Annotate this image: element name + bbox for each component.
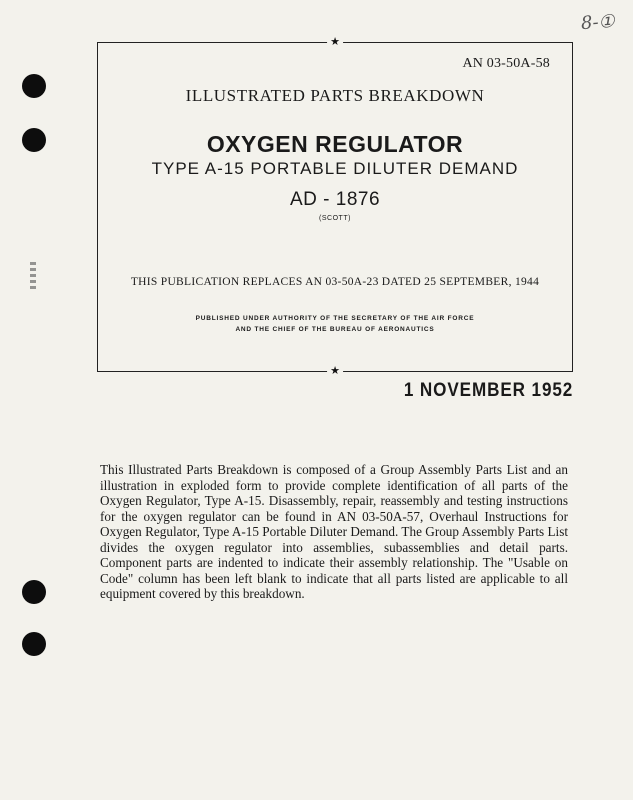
replaces-notice: THIS PUBLICATION REPLACES AN 03-50A-23 DATED 25 SEPTEMBER, 1944 <box>130 276 540 288</box>
binder-hole-bottom <box>22 632 46 656</box>
publication-date: 1 NOVEMBER 1952 <box>403 380 573 401</box>
authority-line-2: AND THE CHIEF OF THE BUREAU OF AERONAUTICS <box>235 326 435 333</box>
authority-line-1: PUBLISHED UNDER AUTHORITY OF THE SECRETARY OF THE AIR FORCE <box>195 315 475 322</box>
star-icon-bottom: ★ <box>327 366 343 377</box>
page-title: OXYGEN REGULATOR <box>206 131 464 157</box>
publication-number: AN 03-50A-58 <box>462 56 550 71</box>
authority-statement <box>98 313 572 335</box>
title-frame <box>97 36 573 377</box>
binder-hole-lower <box>22 580 46 604</box>
model-number: AD - 1876 <box>289 189 381 210</box>
binder-hole-top <box>22 74 46 98</box>
star-icon-top: ★ <box>327 37 343 48</box>
document-type: ILLUSTRATED PARTS BREAKDOWN <box>185 86 485 105</box>
scan-artifact <box>30 262 36 290</box>
handwritten-note: 8-① <box>580 10 616 35</box>
manufacturer: (SCOTT) <box>319 215 351 222</box>
page-subtitle: TYPE A-15 PORTABLE DILUTER DEMAND <box>151 159 519 178</box>
binder-hole-middle <box>22 128 46 152</box>
introduction-paragraph: This Illustrated Parts Breakdown is composed of a Group Assembly Parts List and an illustration in exploded form to provide complete identification of all parts of the Oxygen Regulator, Type A-15. Disassembly, repair, reassembly and testing instructions for the oxygen regulator can be found in AN 03-50A-57, Overhaul Instructions for Oxygen Regulator, Type A-15 Portable Diluter Demand. The Group Assembly Parts List divides the oxygen regulator into assemblies, subassemblies and detail parts. Component parts are indented to indicate their assembly relationship. The "Usable on Code" column has been left blank to indicate that all parts listed are applicable to all equipment covered by this breakdown. <box>100 462 568 601</box>
